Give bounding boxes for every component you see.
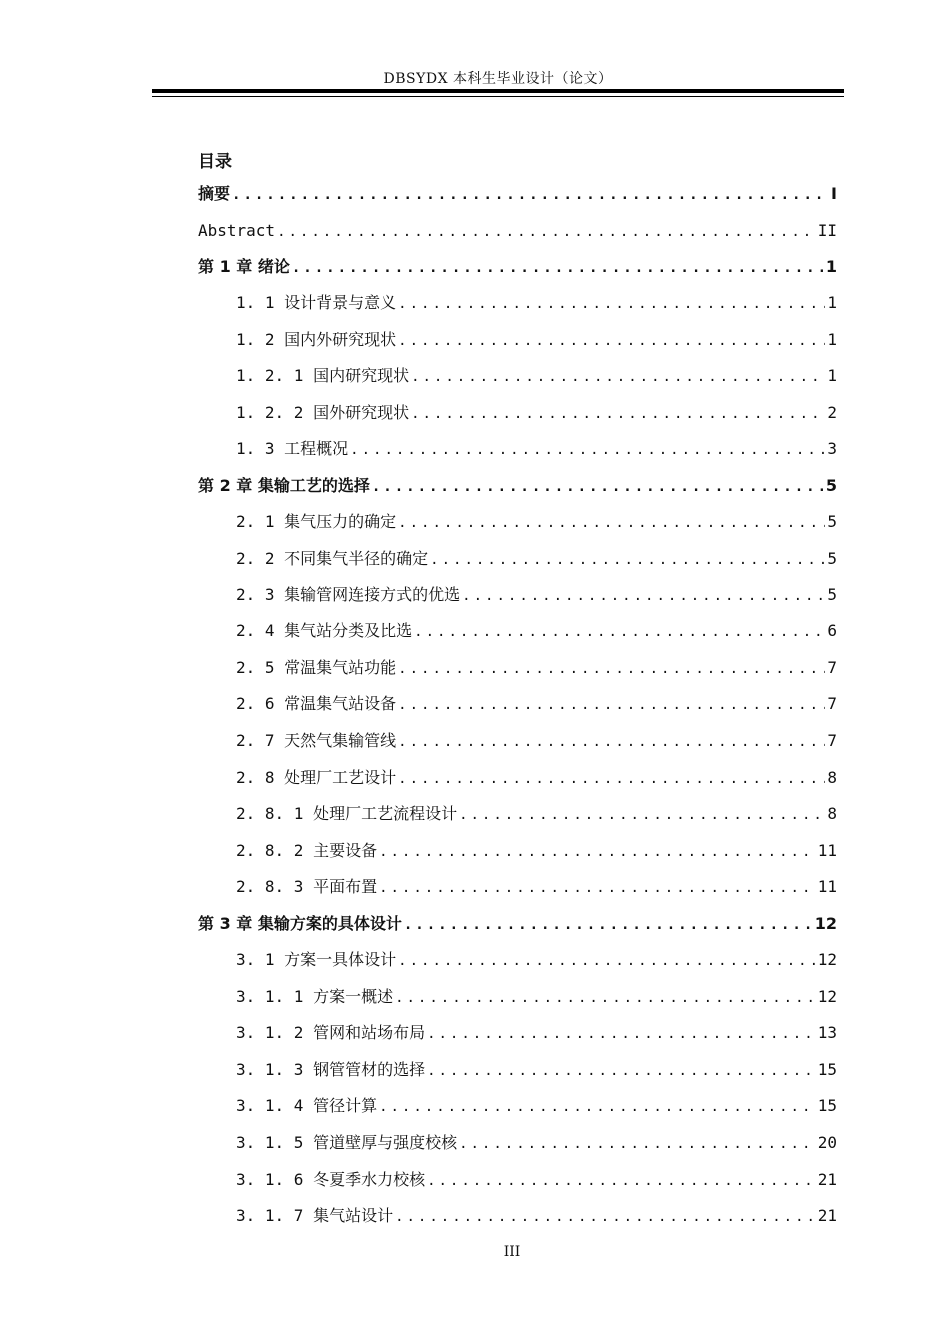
toc-entry-page: 15 bbox=[817, 1060, 837, 1079]
toc-leader-dots bbox=[232, 183, 829, 207]
toc-leader-dots bbox=[398, 657, 825, 681]
toc-entry-3-1-3[interactable] bbox=[236, 1058, 837, 1082]
toc-entry-page: 7 bbox=[827, 658, 837, 677]
toc-leader-dots bbox=[292, 256, 824, 280]
toc-entry-2-6[interactable] bbox=[236, 692, 837, 716]
running-header: DBSYDX 本科生毕业设计（论文） bbox=[383, 71, 613, 87]
toc-entry-page: 2 bbox=[827, 403, 837, 422]
toc-leader-dots bbox=[398, 730, 825, 754]
toc-entry-2-1[interactable] bbox=[236, 510, 837, 534]
toc-entry-label: 3. 1 方案一具体设计 bbox=[236, 950, 397, 969]
toc-entry-2-7[interactable] bbox=[236, 729, 837, 753]
toc-entry-label: 1. 2. 2 国外研究现状 bbox=[236, 403, 410, 422]
toc-entry-chapter-2[interactable] bbox=[198, 474, 837, 498]
toc-leader-dots bbox=[411, 402, 825, 426]
toc-entry-2-5[interactable] bbox=[236, 656, 837, 680]
toc-leader-dots bbox=[379, 1095, 816, 1119]
toc-entry-label: Abstract bbox=[198, 221, 276, 240]
toc-entry-page: 15 bbox=[817, 1096, 837, 1115]
toc-entry-page: 7 bbox=[827, 731, 837, 750]
toc-entry-abstract-en[interactable] bbox=[198, 219, 837, 243]
toc-entry-label: 2. 8. 3 平面布置 bbox=[236, 877, 378, 896]
toc-entry-3-1-6[interactable] bbox=[236, 1168, 837, 1192]
toc-entry-3-1-5[interactable] bbox=[236, 1131, 837, 1155]
toc-entry-2-8[interactable] bbox=[236, 766, 837, 790]
toc-entry-label: 2. 6 常温集气站设备 bbox=[236, 694, 397, 713]
toc-leader-dots bbox=[459, 803, 825, 827]
toc-entry-page: 1 bbox=[827, 366, 837, 385]
toc-entry-page: 7 bbox=[827, 694, 837, 713]
toc-entry-page: 5 bbox=[825, 476, 837, 495]
toc-entry-label: 3. 1. 4 管径计算 bbox=[236, 1096, 378, 1115]
toc-entry-page: 1 bbox=[827, 330, 837, 349]
toc-entry-1-2-1[interactable] bbox=[236, 364, 837, 388]
page-number: III bbox=[503, 1244, 521, 1260]
toc-entry-page: 5 bbox=[827, 585, 837, 604]
toc-entry-2-8-1[interactable] bbox=[236, 802, 837, 826]
toc-entry-page: 1 bbox=[827, 293, 837, 312]
toc-entry-page: I bbox=[831, 184, 837, 203]
toc-entry-2-2[interactable] bbox=[236, 547, 837, 571]
toc-entry-label: 1. 2 国内外研究现状 bbox=[236, 330, 397, 349]
toc-entry-2-4[interactable] bbox=[236, 619, 837, 643]
toc-entry-label: 3. 1. 6 冬夏季水力校核 bbox=[236, 1170, 426, 1189]
header-rule-thick bbox=[152, 89, 844, 93]
toc-entry-3-1-2[interactable] bbox=[236, 1021, 837, 1045]
toc-entry-1-2[interactable] bbox=[236, 328, 837, 352]
toc-entry-label: 2. 5 常温集气站功能 bbox=[236, 658, 397, 677]
toc-entry-3-1-1[interactable] bbox=[236, 985, 837, 1009]
toc-title: 目录 bbox=[198, 152, 232, 172]
toc-entry-1-2-2[interactable] bbox=[236, 401, 837, 425]
toc-entry-label: 2. 3 集输管网连接方式的优选 bbox=[236, 585, 461, 604]
toc-entry-2-8-2[interactable] bbox=[236, 839, 837, 863]
toc-entry-label: 3. 1. 5 管道壁厚与强度校核 bbox=[236, 1133, 458, 1152]
toc-leader-dots bbox=[462, 584, 825, 608]
toc-leader-dots bbox=[379, 840, 816, 864]
toc-entry-page: 1 bbox=[825, 257, 837, 276]
toc-entry-label: 1. 2. 1 国内研究现状 bbox=[236, 366, 410, 385]
toc-entry-page: II bbox=[817, 221, 837, 240]
toc-entry-label: 第 3 章 集输方案的具体设计 bbox=[198, 914, 402, 933]
toc-entry-label: 2. 8. 1 处理厂工艺流程设计 bbox=[236, 804, 458, 823]
toc-leader-dots bbox=[427, 1022, 816, 1046]
toc-leader-dots bbox=[427, 1059, 816, 1083]
toc-leader-dots bbox=[398, 329, 825, 353]
toc-entry-1-1[interactable] bbox=[236, 291, 837, 315]
toc-entry-page: 21 bbox=[817, 1206, 837, 1225]
toc-leader-dots bbox=[459, 1132, 816, 1156]
toc-entry-page: 12 bbox=[817, 950, 837, 969]
toc-entry-chapter-1[interactable] bbox=[198, 255, 837, 279]
toc-entry-page: 8 bbox=[827, 768, 837, 787]
toc-entry-3-1-4[interactable] bbox=[236, 1094, 837, 1118]
toc-leader-dots bbox=[379, 876, 816, 900]
toc-entry-page: 21 bbox=[817, 1170, 837, 1189]
toc-entry-page: 20 bbox=[817, 1133, 837, 1152]
toc-leader-dots bbox=[398, 292, 825, 316]
toc-entry-label: 2. 8 处理厂工艺设计 bbox=[236, 768, 397, 787]
toc-entry-3-1-7[interactable] bbox=[236, 1204, 837, 1228]
toc-leader-dots bbox=[395, 1205, 816, 1229]
toc-leader-dots bbox=[398, 949, 816, 973]
toc-entry-label: 3. 1. 3 钢管管材的选择 bbox=[236, 1060, 426, 1079]
toc-entry-label: 2. 4 集气站分类及比选 bbox=[236, 621, 413, 640]
toc-entry-page: 5 bbox=[827, 549, 837, 568]
toc-entry-label: 1. 3 工程概况 bbox=[236, 439, 349, 458]
toc-entry-label: 第 1 章 绪论 bbox=[198, 257, 290, 276]
toc-entry-page: 8 bbox=[827, 804, 837, 823]
toc-entry-1-3[interactable] bbox=[236, 437, 837, 461]
toc-entry-2-8-3[interactable] bbox=[236, 875, 837, 899]
toc-entry-label: 摘要 bbox=[198, 184, 231, 203]
toc-entry-page: 12 bbox=[814, 914, 837, 933]
toc-entry-label: 2. 2 不同集气半径的确定 bbox=[236, 549, 429, 568]
toc-entry-label: 3. 1. 7 集气站设计 bbox=[236, 1206, 394, 1225]
toc-entry-label: 2. 7 天然气集输管线 bbox=[236, 731, 397, 750]
toc-leader-dots bbox=[350, 438, 825, 462]
toc-leader-dots bbox=[430, 548, 825, 572]
toc-entry-label: 2. 8. 2 主要设备 bbox=[236, 841, 378, 860]
toc-leader-dots bbox=[404, 913, 813, 937]
header-rule-thin bbox=[152, 96, 844, 97]
toc-entry-label: 2. 1 集气压力的确定 bbox=[236, 512, 397, 531]
toc-entry-page: 11 bbox=[817, 877, 837, 896]
toc-entry-page: 6 bbox=[827, 621, 837, 640]
toc-leader-dots bbox=[411, 365, 825, 389]
toc-entry-abstract-cn[interactable] bbox=[198, 182, 837, 206]
toc-leader-dots bbox=[372, 475, 824, 499]
toc-leader-dots bbox=[398, 511, 825, 535]
toc-entry-label: 3. 1. 2 管网和站场布局 bbox=[236, 1023, 426, 1042]
toc-entry-label: 3. 1. 1 方案一概述 bbox=[236, 987, 394, 1006]
toc-leader-dots bbox=[414, 620, 825, 644]
toc-entry-label: 第 2 章 集输工艺的选择 bbox=[198, 476, 370, 495]
toc-leader-dots bbox=[398, 693, 825, 717]
toc-entry-page: 5 bbox=[827, 512, 837, 531]
toc-entry-label: 1. 1 设计背景与意义 bbox=[236, 293, 397, 312]
toc-entry-chapter-3[interactable] bbox=[198, 912, 837, 936]
toc-entry-2-3[interactable] bbox=[236, 583, 837, 607]
toc-leader-dots bbox=[277, 220, 816, 244]
toc-entry-3-1[interactable] bbox=[236, 948, 837, 972]
toc-entry-page: 11 bbox=[817, 841, 837, 860]
toc-entry-page: 3 bbox=[827, 439, 837, 458]
toc-entry-page: 13 bbox=[817, 1023, 837, 1042]
toc-entry-page: 12 bbox=[817, 987, 837, 1006]
toc-leader-dots bbox=[395, 986, 816, 1010]
toc-leader-dots bbox=[398, 767, 825, 791]
toc-leader-dots bbox=[427, 1169, 816, 1193]
